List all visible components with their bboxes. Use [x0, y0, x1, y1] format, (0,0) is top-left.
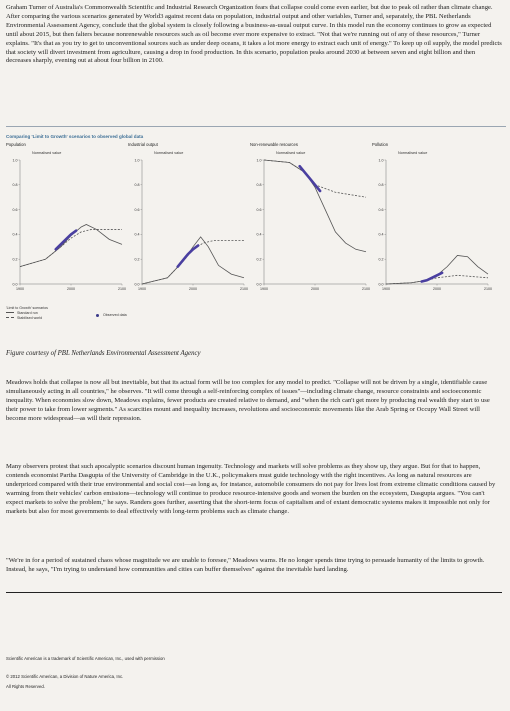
- legend-stabilised-label: Stabilised world: [17, 315, 43, 320]
- y-tick-label: 0.6: [378, 207, 384, 212]
- y-tick-label: 1.0: [134, 158, 140, 163]
- y-tick-label: 0.6: [256, 207, 262, 212]
- y-tick-label: 0.4: [256, 232, 262, 237]
- y-tick-label: 0.8: [256, 183, 262, 188]
- y-axis-label: Normalised value: [32, 151, 62, 155]
- stabilised-world-line: [264, 160, 366, 197]
- figure-caption: Figure courtesy of PBL Netherlands Environmental Assessment Agency: [6, 350, 201, 357]
- standard-run-line: [264, 160, 366, 252]
- x-tick-label: 2000: [189, 287, 197, 291]
- legend-standard-label: Standard run: [17, 310, 38, 315]
- footer-copyright: © 2012 Scientific American, a Division of Nature America, Inc.: [6, 674, 124, 679]
- chart-panel: [250, 142, 370, 314]
- y-tick-label: 0.6: [134, 207, 140, 212]
- x-tick-label: 1900: [138, 287, 146, 291]
- y-tick-label: 1.0: [378, 158, 384, 163]
- figure: [6, 126, 506, 331]
- x-tick-label: 1900: [382, 287, 390, 291]
- legend-header: 'Limit to Growth' scenarios: [6, 305, 48, 310]
- legend-standard-swatch: [6, 312, 14, 313]
- chart-title: Industrial output: [128, 142, 158, 147]
- x-tick-label: 2100: [484, 287, 492, 291]
- observed-data-line: [300, 166, 320, 191]
- x-tick-label: 1900: [16, 287, 24, 291]
- y-tick-label: 0.2: [256, 257, 262, 262]
- legend-observed-swatch: [96, 314, 99, 317]
- chart-title: Population: [6, 142, 26, 147]
- legend-stabilised-world: [6, 315, 48, 320]
- figure-legend: [6, 305, 48, 320]
- y-tick-label: 0.4: [378, 232, 384, 237]
- chart-title: Non-renewable resources: [250, 142, 298, 147]
- paragraph-chaos: "We're in for a period of sustained chaos whose magnitude we are unable to foresee," Meadows warns. He no longer spends time trying to persuade humanity of the limits to growth. Instead, he says, "I'm trying to understand how communities and cities can buffer themselves" against the inevitable hard landing.: [6, 557, 485, 573]
- standard-run-line: [386, 255, 488, 284]
- paragraph-meadows: Meadows holds that collapse is now all but inevitable, but that its actual form will be too complex for any model to predict. "Collapse will not be driven by a single, identifiable cause simultaneously acting in all countries," he observes. "It will come through a self-reinforcing complex of issues"—including climate change, resource constraints and socioeconomic inequality. When economies slow down, Meadows explains, fewer products are created relative to demand, and "when the rich can't get more by producing real wealth they start to use their power to take from lower segments." As scarcities mount and inequality increases, revolutions and socioeconomic movements like the Arab Spring or Occupy Wall Street will become more widespread—as will their repression.: [6, 379, 490, 422]
- y-tick-label: 0.8: [12, 183, 18, 188]
- x-tick-label: 2000: [311, 287, 319, 291]
- y-tick-label: 1.0: [256, 158, 262, 163]
- y-tick-label: 0.4: [134, 232, 140, 237]
- standard-run-line: [142, 237, 244, 284]
- y-axis-label: Normalised value: [398, 151, 428, 155]
- chart-title: Pollution: [372, 142, 389, 147]
- paragraph-turner: Graham Turner of Australia's Commonwealth Scientific and Industrial Research Organization fears that collapse could come even earlier, but due to peak oil rather than climate change. After comparing the various scenarios generated by World3 against recent data on population, industrial output and other variables, Turner and, separately, the PBL Netherlands Environmental Assessment Agency, conclude that the global system is closely following a business-as-usual output curve. In this model run the economy continues to grow as expected until about 2015, but then falters because nonrenewable resources such as oil become ever more expensive to extract. "Not that we're running out of any of these resources," Turner explains. "It's that as you try to get to unconventional sources such as under deep oceans, it takes a lot more energy to extract each unit of energy." To keep up oil supply, the model predicts that society will divert investment from agriculture, causing a drop in food production. In this scenario, population peaks around 2030 at between seven and eight billion and then decreases sharply, evening out at about four billion in 2100.: [6, 4, 502, 65]
- legend-observed-label: Observed data: [103, 313, 127, 317]
- x-tick-label: 2100: [240, 287, 248, 291]
- y-tick-label: 0.4: [12, 232, 18, 237]
- x-tick-label: 2100: [118, 287, 126, 291]
- standard-run-line: [20, 224, 122, 266]
- y-tick-label: 0.0: [12, 282, 18, 287]
- figure-title: Comparing 'Limit to Growth' scenarios to observed global data: [6, 134, 144, 139]
- y-tick-label: 0.8: [134, 183, 140, 188]
- y-tick-label: 0.2: [378, 257, 384, 262]
- observed-data-line: [178, 246, 198, 267]
- y-tick-label: 0.0: [256, 282, 262, 287]
- y-axis-label: Normalised value: [276, 151, 306, 155]
- legend-observed: [96, 313, 127, 317]
- article-page: [6, 0, 506, 711]
- chart-svg: [6, 148, 126, 298]
- x-tick-label: 2000: [67, 287, 75, 291]
- x-tick-label: 1900: [260, 287, 268, 291]
- y-tick-label: 0.2: [134, 257, 140, 262]
- footer-divider: [6, 592, 502, 593]
- x-tick-label: 2000: [433, 287, 441, 291]
- chart-svg: [372, 148, 492, 298]
- y-tick-label: 0.0: [378, 282, 384, 287]
- chart-svg: [250, 148, 370, 298]
- chart-panel: [372, 142, 492, 314]
- chart-svg: [128, 148, 248, 298]
- observed-data-line: [56, 231, 76, 250]
- paragraph-ingenuity: Many observers protest that such apocalyptic scenarios discount human ingenuity. Technology and markets will solve problems as they show up, they argue. But for that to happen, contends economist Partha Dasgupta of the University of Cambridge in the U.K., policymakers must guide technology with the right incentives. As long as natural resources are underpriced compared with their true environmental and social cost—as long as, for instance, automobile consumers do not pay for lives lost from extreme climatic conditions caused by warming from their vehicles' carbon emissions—technology will continue to produce resource-intensive goods and worsen the burden on the ecosystem, Dasgupta argues. "You can't expect markets to solve the problem," he says. Randers goes further, asserting that the short-term focus of capitalism and of extant democratic systems makes it impossible not only for markets but also for most governments to deal effectively with long-term problems such as climate change.: [6, 463, 496, 515]
- legend-stabilised-swatch: [6, 317, 14, 318]
- y-tick-label: 0.0: [134, 282, 140, 287]
- y-axis-label: Normalised value: [154, 151, 184, 155]
- chart-panel: [6, 142, 126, 314]
- y-tick-label: 1.0: [12, 158, 18, 163]
- footer-rights: All Rights Reserved.: [6, 684, 45, 689]
- x-tick-label: 2100: [362, 287, 370, 291]
- y-tick-label: 0.2: [12, 257, 18, 262]
- y-tick-label: 0.8: [378, 183, 384, 188]
- y-tick-label: 0.6: [12, 207, 18, 212]
- chart-panel: [128, 142, 248, 314]
- footer-trademark: Scientific American is a trademark of Scientific American, Inc., used with permission: [6, 656, 165, 661]
